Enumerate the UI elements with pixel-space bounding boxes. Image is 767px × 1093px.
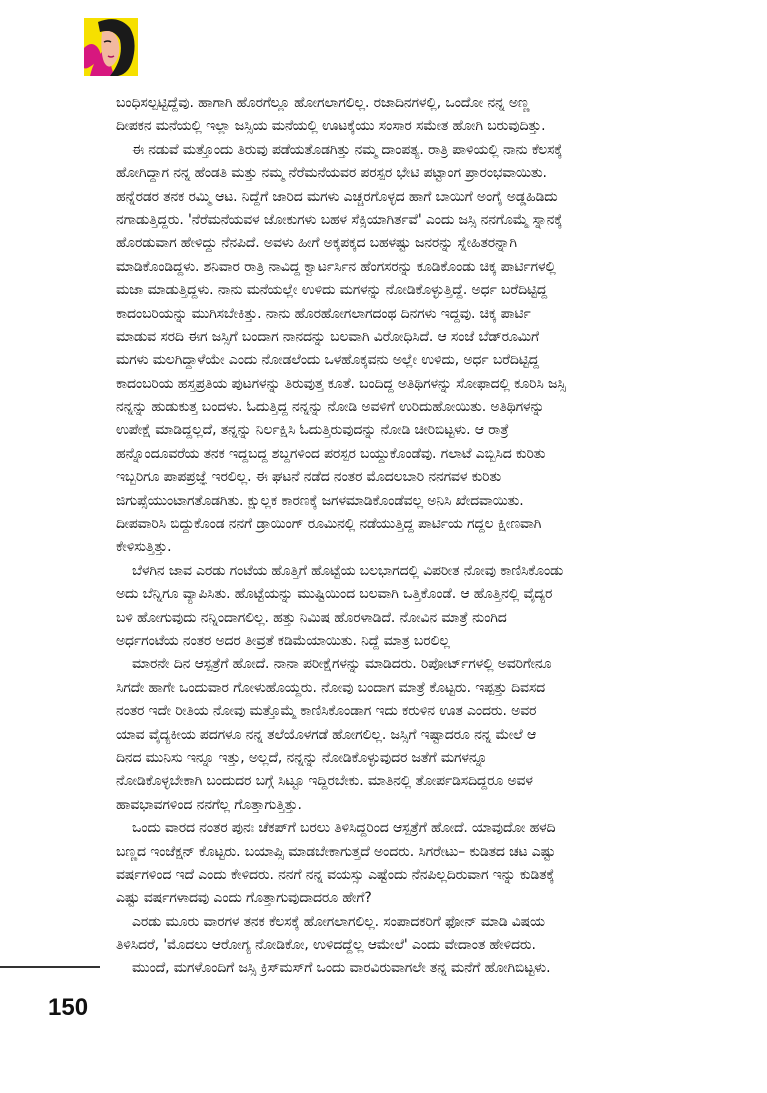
text-line: ವರ್ಷಗಳಿಂದ ಇದೆ ಎಂದು ಕೇಳಿದರು. ನನಗೆ ನನ್ನ ವಯಸ್ಸು ಎಷ್ಟೆಂದು ನೆನಪಿಲ್ಲದಿರುವಾಗ ಇನ್ನು ಕುಡಿತಕ್ಕೆ: [116, 866, 555, 883]
body-text: [116, 92, 688, 981]
woman-face-logo-icon: [84, 18, 138, 76]
footer-rule: [0, 966, 100, 968]
text-line: ಇಬ್ಬರಿಗೂ ಪಾಪಪ್ರಜ್ಞೆ ಇರಲಿಲ್ಲ. ಈ ಘಟನೆ ನಡೆದ ನಂತರ ಮೊದಲಬಾರಿ ನನಗವಳ ಕುರಿತು: [116, 469, 502, 486]
text-line: ಹನ್ನೆರಡರ ತನಕ ರಮ್ಮಿ ಆಟ. ನಿದ್ದೆಗೆ ಜಾರಿದ ಮಗಳು ಎಚ್ಚರಗೊಳ್ಳದ ಹಾಗೆ ಬಾಯಿಗೆ ಅಂಗೈ ಅಡ್ಡಹಿಡಿದು: [116, 188, 558, 205]
page-number: 150: [48, 994, 89, 1021]
text-line: ಯಾವ ವೈದ್ಯಕೀಯ ಪದಗಳೂ ನನ್ನ ತಲೆಯೊಳಗಡೆ ಹೋಗಲಿಲ್ಲ. ಜಸ್ಸಿಗೆ ಇಷ್ಟಾದರೂ ನನ್ನ ಮೇಲೆ ಆ: [116, 726, 537, 743]
text-line: ಬೆಳಗಿನ ಜಾವ ಎರಡು ಗಂಟೆಯ ಹೊತ್ತಿಗೆ ಹೊಟ್ಟೆಯ ಬಲಭಾಗದಲ್ಲಿ ವಿಪರೀತ ನೋವು ಕಾಣಿಸಿಕೊಂಡು: [132, 562, 564, 579]
text-line: ಕಾದಂಬರಿಯನ್ನು ಮುಗಿಸಬೇಕಿತ್ತು. ನಾನು ಹೊರಹೋಗಲಾಗದಂಥ ದಿನಗಳು ಇದ್ದವು. ಚಿಕ್ಕ ಪಾರ್ಟಿ: [116, 305, 531, 322]
text-line: ಮಾಡಿಕೊಂಡಿದ್ದಳು. ಶನಿವಾರ ರಾತ್ರಿ ನಾವಿದ್ದ ಕ್ವಾರ್ಟರ್ಸಿನ ಹೆಂಗಸರನ್ನು ಕೂಡಿಕೊಂಡು ಚಿಕ್ಕ ಪಾರ್ಟಿಗಳಲ್ಲಿ: [116, 258, 556, 275]
text-line: ಅರ್ಧಗಂಟೆಯ ನಂತರ ಅದರ ತೀವ್ರತೆ ಕಡಿಮೆಯಾಯಿತು. ನಿದ್ದೆ ಮಾತ್ರ ಬರಲಿಲ್ಲ: [116, 632, 450, 649]
text-line: ಒಂದು ವಾರದ ನಂತರ ಪುನಃ ಚೆಕಪ್‌ಗೆ ಬರಲು ತಿಳಿಸಿದ್ದರಿಂದ ಆಸ್ಪತ್ರೆಗೆ ಹೋದೆ. ಯಾವುದೋ ಹಳದಿ: [132, 820, 556, 837]
text-line: ಜಿಗುಪ್ಸೆಯುಂಟಾಗತೊಡಗಿತು. ಕ್ಷುಲ್ಲಕ ಕಾರಣಕ್ಕೆ ಜಗಳಮಾಡಿಕೊಂಡೆವಲ್ಲ ಅನಿಸಿ ಖೇದವಾಯಿತು.: [116, 492, 524, 509]
text-line: ನನ್ನನ್ನು ಹುಡುಕುತ್ತ ಬಂದಳು. ಓದುತ್ತಿದ್ದ ನನ್ನನ್ನು ನೋಡಿ ಅವಳಿಗೆ ಉರಿದುಹೋಯಿತು. ಅತಿಥಿಗಳನ್ನು: [116, 399, 545, 416]
text-line: ಹೋಗಿದ್ದಾಗ ನನ್ನ ಹೆಂಡತಿ ಮತ್ತು ನಮ್ಮ ನೆರೆಮನೆಯವರ ಪರಸ್ಪರ ಭೇಟಿ ಪಟ್ಟಾಂಗ ಪ್ರಾರಂಭವಾಯಿತು.: [116, 165, 547, 182]
text-line: ಮುಂದೆ, ಮಗಳೊಂದಿಗೆ ಜಸ್ಸಿ ಕ್ರಿಸ್‌ಮಸ್‌ಗೆ ಒಂದು ವಾರವಿರುವಾಗಲೇ ತನ್ನ ಮನೆಗೆ ಹೋಗಿಬಿಟ್ಟಳು.: [132, 960, 551, 977]
text-line: ಮಜಾ ಮಾಡುತ್ತಿದ್ದಳು. ನಾನು ಮನೆಯಲ್ಲೇ ಉಳಿದು ಮಗಳನ್ನು ನೋಡಿಕೊಳ್ಳುತ್ತಿದ್ದೆ. ಅರ್ಧ ಬರೆದಿಟ್ಟಿದ್ದ: [116, 282, 548, 299]
text-line: ಸಿಗದೇ ಹಾಗೇ ಒಂದುವಾರ ಗೋಳುಹೊಯ್ದರು. ನೋವು ಬಂದಾಗ ಮಾತ್ರೆ ಕೊಟ್ಟರು. ಇಪ್ಪತ್ತು ದಿವಸದ: [116, 679, 546, 696]
text-line: ಮಗಳು ಮಲಗಿದ್ದಾಳೆಯೇ ಎಂದು ನೋಡಲೆಂದು ಒಳಹೊಕ್ಕವನು ಅಲ್ಲೇ ಉಳಿದು, ಅರ್ಧ ಬರೆದಿಟ್ಟಿದ್ದ: [116, 352, 539, 369]
text-line: ಅದು ಬೆನ್ನಿಗೂ ವ್ಯಾಪಿಸಿತು. ಹೊಟ್ಟೆಯನ್ನು ಮುಷ್ಟಿಯಿಂದ ಬಲವಾಗಿ ಒತ್ತಿಕೊಂಡೆ. ಆ ಹೊತ್ತಿನಲ್ಲಿ ವೈದ್ಯರ: [116, 586, 553, 603]
text-line: ದೀಪವಾರಿಸಿ ಬಿದ್ದುಕೊಂಡ ನನಗೆ ಡ್ರಾಯಿಂಗ್ ರೂಮಿನಲ್ಲಿ ನಡೆಯುತ್ತಿದ್ದ ಪಾರ್ಟಿಯ ಗದ್ದಲ ಕ್ಷೀಣವಾಗಿ: [116, 516, 542, 533]
text-line: ಎಷ್ಟು ವರ್ಷಗಳಾದವು ಎಂದು ಗೊತ್ತಾಗುವುದಾದರೂ ಹೇಗೆ?: [116, 890, 372, 907]
text-line: ಎರಡು ಮೂರು ವಾರಗಳ ತನಕ ಕೆಲಸಕ್ಕೆ ಹೋಗಲಾಗಲಿಲ್ಲ. ಸಂಪಾದಕರಿಗೆ ಫೋನ್ ಮಾಡಿ ವಿಷಯ: [132, 913, 545, 930]
text-line: ದೀಪಕನ ಮನೆಯಲ್ಲಿ ಇಲ್ಲಾ ಜಸ್ಸಿಯ ಮನೆಯಲ್ಲಿ ಊಟಕ್ಕೆಯು ಸಂಸಾರ ಸಮೇತ ಹೋಗಿ ಬರುವುದಿತ್ತು.: [116, 118, 546, 135]
text-line: ಹೊರಡುವಾಗ ಹೇಳಿದ್ದು ನೆನಪಿದೆ. ಅವಳು ಹೀಗೆ ಅಕ್ಕಪಕ್ಕದ ಬಹಳಷ್ಟು ಜನರನ್ನು ಸ್ನೇಹಿತರನ್ನಾಗಿ: [116, 235, 517, 252]
text-line: ಬಳಿ ಹೋಗುವುದು ನನ್ನಿಂದಾಗಲಿಲ್ಲ. ಹತ್ತು ನಿಮಿಷ ಹೊರಳಾಡಿದೆ. ನೋವಿನ ಮಾತ್ರೆ ನುಂಗಿದ: [116, 609, 507, 626]
text-line: ನಗಾಡುತ್ತಿದ್ದರು. 'ನೆರೆಮನೆಯವಳ ಜೋಕುಗಳು ಬಹಳ ಸೆಕ್ಸಿಯಾಗಿರ್ತವೆ' ಎಂದು ಜಸ್ಸಿ ನನಗೊಮ್ಮೆ ಸ್ನಾನಕ್ಕೆ: [116, 211, 563, 228]
text-line: ಬಣ್ಣದ ಇಂಜೆಕ್ಷನ್ ಕೊಟ್ಟರು. ಬಯಾಪ್ಸಿ ಮಾಡಬೇಕಾಗುತ್ತದೆ ಅಂದರು. ಸಿಗರೇಟು– ಕುಡಿತದ ಚಟ ಎಷ್ಟು: [116, 843, 556, 860]
text-line: ನೋಡಿಕೊಳ್ಳಬೇಕಾಗಿ ಬಂದುದರ ಬಗ್ಗೆ ಸಿಟ್ಟೂ ಇದ್ದಿರಬೇಕು. ಮಾತಿನಲ್ಲಿ ತೋರ್ಪಡಿಸದಿದ್ದರೂ ಅವಳ: [116, 773, 533, 790]
text-line: ಉಪೇಕ್ಷೆ ಮಾಡಿದ್ದಲ್ಲದೆ, ತನ್ನನ್ನು ನಿರ್ಲಕ್ಷಿಸಿ ಓದುತ್ತಿರುವುದನ್ನು ನೋಡಿ ಚೀರಿಬಿಟ್ಟಳು. ಆ ರಾತ್ರೆ: [116, 422, 509, 439]
text-line: ನಂತರ ಇದೇ ರೀತಿಯ ನೋವು ಮತ್ತೊಮ್ಮೆ ಕಾಣಿಸಿಕೊಂಡಾಗ ಇದು ಕರುಳಿನ ಊತ ಎಂದರು. ಅವರ: [116, 703, 537, 720]
text-line: ಹನ್ನೊಂದೂವರೆಯ ತನಕ ಇದ್ದಬದ್ದ ಶಬ್ದಗಳಿಂದ ಪರಸ್ಪರ ಬಯ್ದುಕೊಂಡೆವು. ಗಲಾಟೆ ಎಬ್ಬಿಸಿದ ಕುರಿತು: [116, 445, 546, 462]
text-line: ಮಾರನೇ ದಿನ ಆಸ್ಪತ್ರೆಗೆ ಹೋದೆ. ನಾನಾ ಪರೀಕ್ಷೆಗಳನ್ನು ಮಾಡಿದರು. ರಿಪೋರ್ಟ್‌ಗಳಲ್ಲಿ ಅವರಿಗೇನೂ: [132, 656, 552, 673]
text-line: ಈ ನಡುವೆ ಮತ್ತೊಂದು ತಿರುವು ಪಡೆಯತೊಡಗಿತ್ತು ನಮ್ಮ ದಾಂಪತ್ಯ. ರಾತ್ರಿ ಪಾಳಿಯಲ್ಲಿ ನಾನು ಕೆಲಸಕ್ಕೆ: [132, 141, 563, 158]
text-line: ಕೇಳಿಸುತ್ತಿತ್ತು.: [116, 539, 172, 556]
text-line: ದಿನದ ಮುನಿಸು ಇನ್ನೂ ಇತ್ತು, ಅಲ್ಲದೆ, ನನ್ನನ್ನು ನೋಡಿಕೊಳ್ಳುವುದರ ಜತೆಗೆ ಮಗಳನ್ನೂ: [116, 749, 488, 766]
text-line: ಬಂಧಿಸಲ್ಪಟ್ಟಿದ್ದೆವು. ಹಾಗಾಗಿ ಹೊರಗೆಲ್ಲೂ ಹೋಗಲಾಗಲಿಲ್ಲ. ರಜಾದಿನಗಳಲ್ಲಿ, ಒಂದೋ ನನ್ನ ಅಣ್ಣ: [116, 95, 530, 111]
text-line: ಮಾಡುವ ಸರದಿ ಈಗ ಜಸ್ಸಿಗೆ ಬಂದಾಗ ನಾನದನ್ನು ಬಲವಾಗಿ ವಿರೋಧಿಸಿದೆ. ಆ ಸಂಜೆ ಬೆಡ್‌ರೂಮಿಗೆ: [116, 328, 539, 345]
text-line: ತಿಳಿಸಿದರೆ, 'ಮೊದಲು ಆರೋಗ್ಯ ನೋಡಿಕೋ, ಉಳಿದದ್ದೆಲ್ಲ ಆಮೇಲೆ' ಎಂದು ವೇದಾಂತ ಹೇಳಿದರು.: [116, 937, 536, 954]
text-line: ಕಾದಂಬರಿಯ ಹಸ್ತಪ್ರತಿಯ ಪುಟಗಳನ್ನು ತಿರುವುತ್ತ ಕೂತೆ. ಬಂದಿದ್ದ ಅತಿಥಿಗಳನ್ನು ಸೋಫಾದಲ್ಲಿ ಕೂರಿಸಿ ಜಸ್ಸಿ: [116, 375, 566, 392]
text-line: ಹಾವಭಾವಗಳಿಂದ ನನಗೆಲ್ಲ ಗೊತ್ತಾಗುತ್ತಿತ್ತು.: [116, 796, 302, 813]
